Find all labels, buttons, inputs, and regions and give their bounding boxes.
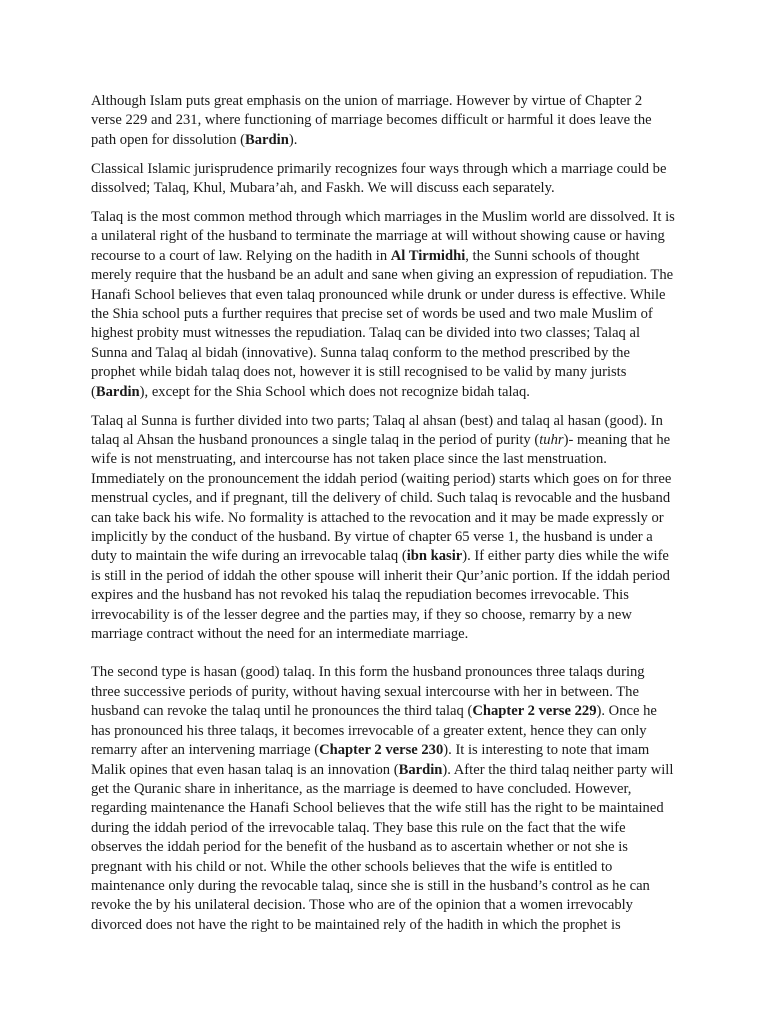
text-run: ). If either party dies while the wife is still in the period of iddah the other spouse will inherit their Qur’anic portion. If the iddah period expires and the husband has not revoked his talaq the repudiation becomes irrevocable. This irrevocability is of the lesser degree and the parties may, if they so choose, remarry by a new marriage contract without the need for an intermediate marriage. xyxy=(91,548,670,643)
bold-citation: Bardin xyxy=(245,131,289,148)
text-run: Although Islam puts great emphasis on the union of marriage. However by virtue of Chapter 2 verse 229 and 231, where functioning of marriage becomes difficult or harmful it does leave the path open for dissolution ( xyxy=(91,93,652,148)
text-run: , the Sunni schools of thought merely require that the husband be an adult and sane when giving an expression of repudiation. The Hanafi School believes that even talaq pronounced while drunk or under duress is effective. While the Shia school puts a further requires that precise set of words be used and two male Muslim of highest probity must witnesses the repudiation. Talaq can be divided into two classes; Talaq al Sunna and Talaq al bidah (innovative). Sunna talaq conform to the method prescribed by the prophet while bidah talaq does not, however it is still recognised to be valid by many jurists ( xyxy=(91,247,674,400)
document-page xyxy=(91,92,675,945)
bold-citation: Bardin xyxy=(95,383,140,400)
text-run: Talaq is the most common method through which marriages in the Muslim world are dissolved. It is a unilateral right of the husband to terminate the marriage at will without showing cause or having recourse to a court of law. Relying on the hadith in xyxy=(91,209,675,264)
text-run: ). Once he has pronounced his three talaqs, it becomes irrevocable of a greater extent, hence they can only remarry after an intervening marriage ( xyxy=(91,703,657,759)
text-run: The second type is hasan (good) talaq. In this form the husband pronounces three talaqs during three successive periods of purity, without having sexual intercourse with her in between. The husband can revoke the talaq until he pronounces the third talaq ( xyxy=(91,664,645,720)
bold-citation: ibn kasir xyxy=(406,548,463,565)
text-run: ), except for the Shia School which does not recognize bidah talaq. xyxy=(139,383,530,400)
paragraph-talaq-al-sunna xyxy=(91,412,675,645)
italic-term: tuhr xyxy=(539,432,564,448)
text-run: ). It is interesting to note that imam Malik opines that even hasan talaq is an innovation ( xyxy=(91,742,650,778)
bold-citation: Bardin xyxy=(398,761,443,778)
text-run: Classical Islamic jurisprudence primarily recognizes four ways through which a marriage could be dissolved; Talaq, Khul, Mubara’ah, and Faskh. We will discuss each separately. xyxy=(91,160,667,197)
text-run: ). xyxy=(288,131,298,148)
bold-citation: Al Tirmidhi xyxy=(390,247,466,264)
paragraph-talaq xyxy=(91,208,675,402)
text-run: ). After the third talaq neither party will get the Quranic share in inheritance, as the marriage is deemed to have concluded. However, regarding maintenance the Hanafi School believes that the wife still has the right to be maintained during the iddah period of the irrevocable talaq. They base this rule on the fact that the wife observes the iddah period for the benefit of the husband as to ascertain whether or not she is pregnant with his child or not. While the other schools believes that the wife is entitled to maintenance only during the revocable talaq, since she is still in the husband’s control as he can revoke the by his unilateral decision. Those who are of the opinion that a women irrevocably divorced does not have the right to be maintained rely of the hadith in which the prophet is xyxy=(91,761,674,933)
text-run: Talaq al Sunna is further divided into two parts; Talaq al ahsan (best) and talaq al hasan (good). In talaq al Ahsan the husband pronounces a single talaq in the period of purity ( xyxy=(91,412,663,448)
paragraph-hasan-talaq xyxy=(91,663,675,935)
bold-citation: Chapter 2 verse 230 xyxy=(319,742,444,759)
bold-citation: Chapter 2 verse 229 xyxy=(472,703,597,720)
paragraph-intro xyxy=(91,92,675,150)
text-run: )- meaning that he wife is not menstruating, and intercourse has not taken place since the last menstruation. Immediately on the pronouncement the iddah period (waiting period) starts which goes on for three menstrual cycles, and if pregnant, till the delivery of child. Such talaq is revocable and the husband can take back his wife. No formality is attached to the revocation and it may be made expressly or implicitly by the conduct of the husband. By virtue of chapter 65 verse 1, the husband is under a duty to maintain the wife during an irrevocable talaq ( xyxy=(91,432,672,565)
paragraph-four-ways xyxy=(91,160,675,199)
